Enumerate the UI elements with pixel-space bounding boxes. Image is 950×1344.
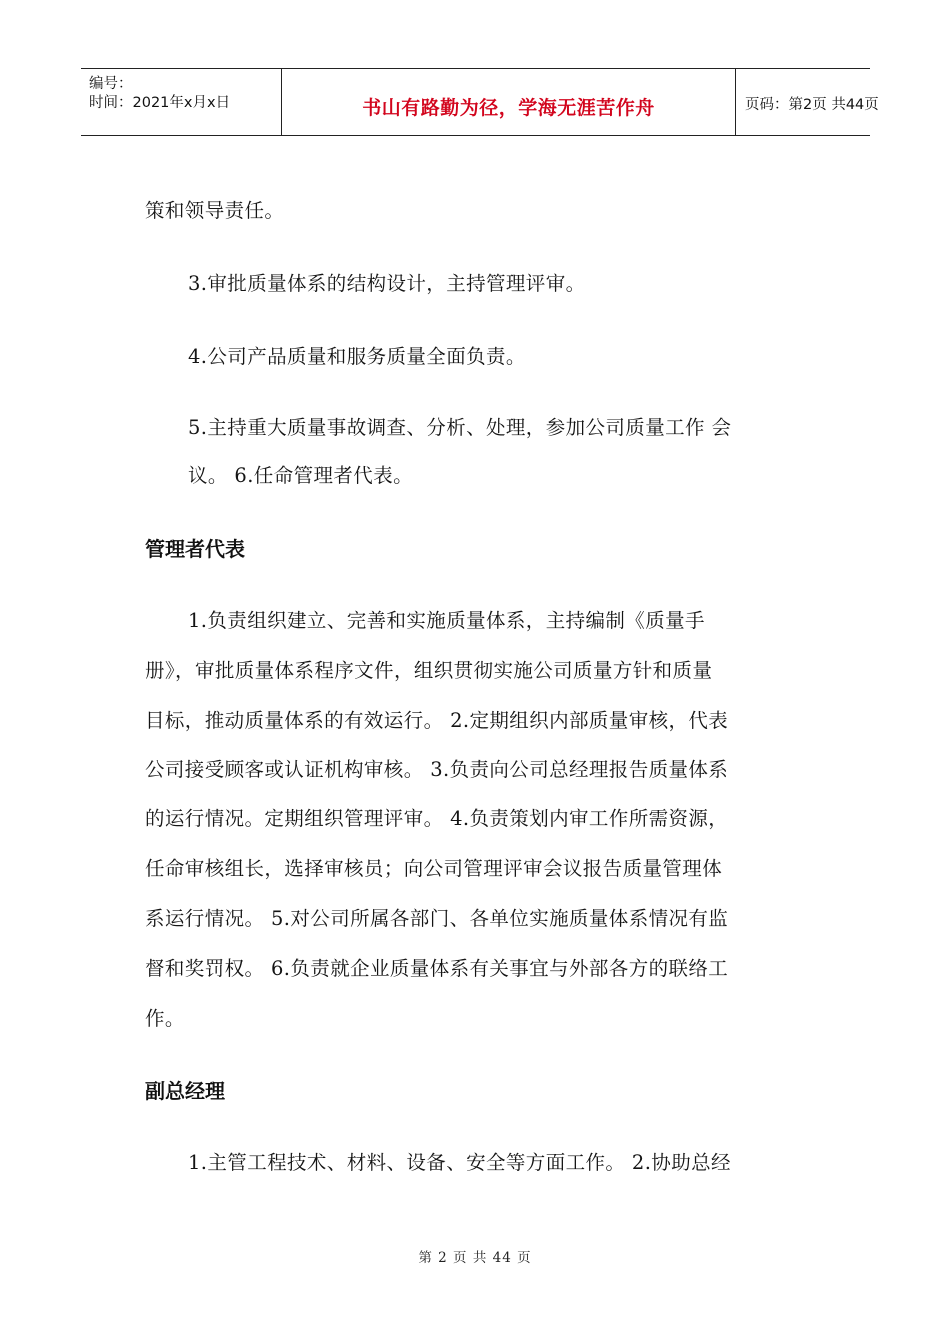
section2-line: 1.主管工程技术、材料、设备、安全等方面工作。 2.协助总经	[188, 1151, 731, 1174]
section1-line: 督和奖罚权。 6.负责就企业质量体系有关事宜与外部各方的联络工	[145, 957, 729, 980]
header-meta-cell	[81, 69, 281, 135]
section1-line: 任命审核组长，选择审核员；向公司管理评审会议报告质量管理体	[145, 857, 723, 880]
document-header	[81, 68, 879, 136]
section1-line: 的运行情况。定期组织管理评审。 4.负责策划内审工作所需资源，	[145, 807, 729, 830]
header-page-number: 页码：第2页 共44页	[745, 97, 879, 113]
section1-line: 作。	[145, 1007, 185, 1030]
header-motto-cell	[281, 69, 736, 135]
section1-line: 册》，审批质量体系程序文件，组织贯彻实施公司质量方针和质量	[145, 659, 713, 682]
page-footer: 第 2 页 共 44 页	[418, 1250, 532, 1266]
section1-line: 1.负责组织建立、完善和实施质量体系，主持编制《质量手	[188, 609, 705, 632]
document-number-label: 编号：	[89, 76, 133, 92]
section1-line: 目标，推动质量体系的有效运行。 2.定期组织内部质量审核，代表	[145, 709, 729, 732]
header-motto: 书山有路勤为径，学海无涯苦作舟	[362, 97, 655, 119]
section-heading-management-representative: 管理者代表	[145, 537, 245, 561]
list-item-4: 4.公司产品质量和服务质量全面负责。	[188, 345, 526, 368]
header-page-cell	[736, 69, 879, 135]
document-date-label: 时间：2021年x月x日	[89, 95, 231, 111]
list-item-3: 3.审批质量体系的结构设计，主持管理评审。	[188, 272, 586, 295]
section1-line: 系运行情况。 5.对公司所属各部门、各单位实施质量体系情况有监	[145, 907, 729, 930]
list-item-5-line2: 议。 6.任命管理者代表。	[188, 464, 414, 487]
paragraph-continuation: 策和领导责任。	[145, 199, 285, 222]
section-heading-deputy-general-manager: 副总经理	[145, 1079, 225, 1103]
section1-line: 公司接受顾客或认证机构审核。 3.负责向公司总经理报告质量体系	[145, 758, 729, 781]
list-item-5-line1: 5.主持重大质量事故调查、分析、处理，参加公司质量工作 会	[188, 416, 732, 439]
